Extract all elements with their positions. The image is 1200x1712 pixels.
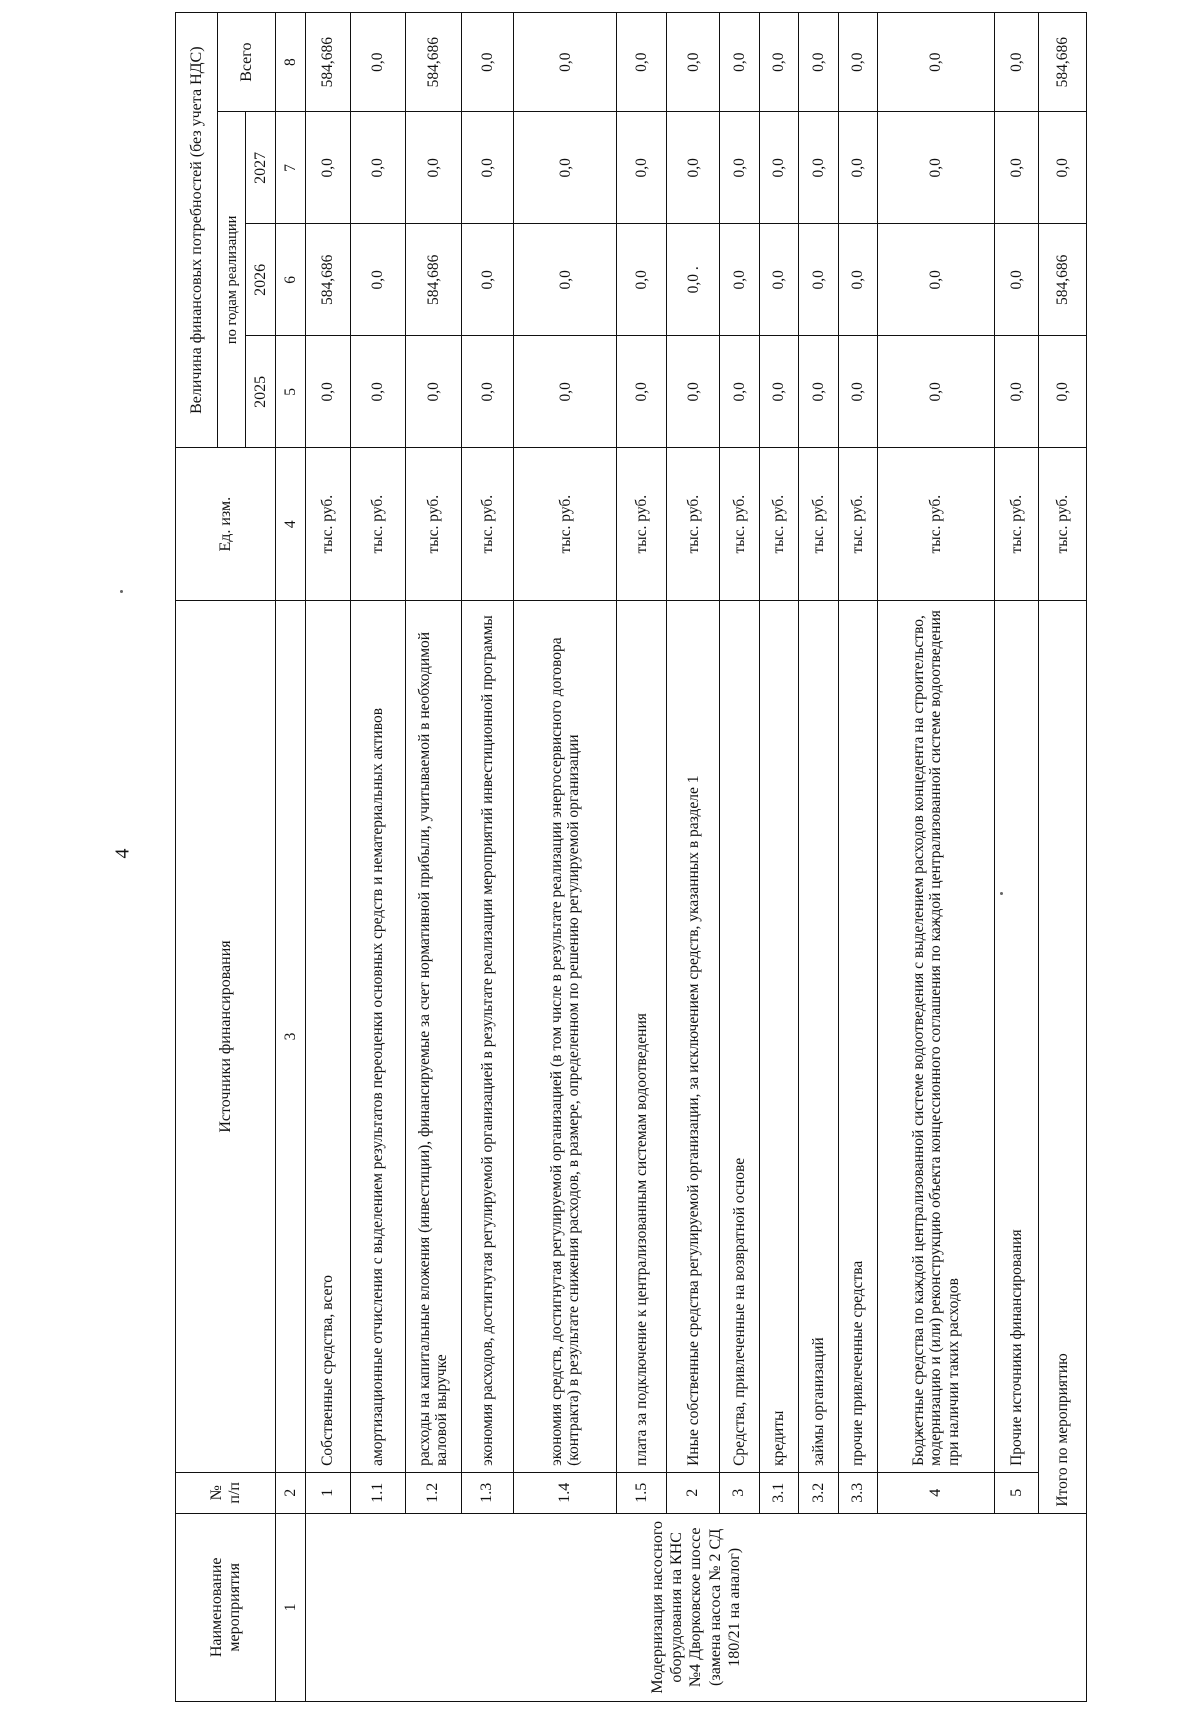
row-value-2025: 0,0 — [461, 336, 514, 448]
row-number: 1.5 — [617, 1472, 667, 1513]
table-row — [667, 13, 720, 1702]
row-number: 3.1 — [759, 1472, 799, 1513]
table-row — [406, 13, 461, 1702]
row-value-2025: 0,0 — [350, 336, 405, 448]
row-value-2025: 0,0 — [838, 336, 878, 448]
row-value-2027: 0,0 — [406, 112, 461, 224]
row-unit: тыс. руб. — [838, 448, 878, 601]
header-event-name: Наименование мероприятия — [176, 1513, 276, 1701]
row-value-2027: 0,0 — [720, 112, 760, 224]
row-value-total: 0,0 — [994, 13, 1039, 112]
row-source: экономия расходов, достигнутая регулируемой организацией в результате реализации мероприятий инвестиционной программы — [461, 601, 514, 1473]
total-value-total: 584,686 — [1039, 13, 1087, 112]
column-number: 7 — [276, 112, 305, 224]
row-value-2026: 0,0 — [461, 224, 514, 336]
row-value-2026: 584,686 — [406, 224, 461, 336]
row-unit: тыс. руб. — [461, 448, 514, 601]
table-row — [838, 13, 878, 1702]
row-number: 1.3 — [461, 1472, 514, 1513]
row-number: 1.4 — [514, 1472, 617, 1513]
row-value-total: 0,0 — [838, 13, 878, 112]
row-value-2025: 0,0 — [406, 336, 461, 448]
table-row — [799, 13, 839, 1702]
row-unit: тыс. руб. — [799, 448, 839, 601]
header-total: Всего — [218, 13, 276, 112]
row-value-total: 0,0 — [759, 13, 799, 112]
row-value-total: 0,0 — [878, 13, 994, 112]
header-by-years: по годам реализации — [218, 112, 246, 448]
row-value-total: 0,0 — [617, 13, 667, 112]
row-source: Собственные средства, всего — [305, 601, 350, 1473]
row-number: 1.1 — [350, 1472, 405, 1513]
row-value-2027: 0,0 — [799, 112, 839, 224]
header-year-2026: 2026 — [246, 224, 276, 336]
row-source: Прочие источники финансирования — [994, 601, 1039, 1473]
row-unit: тыс. руб. — [514, 448, 617, 601]
column-numbers-row — [276, 13, 305, 1702]
row-value-2027: 0,0 — [994, 112, 1039, 224]
row-source: Иные собственные средства регулируемой организации, за исключением средств, указанных в разделе 1 — [667, 601, 720, 1473]
row-value-2027: 0,0 — [759, 112, 799, 224]
row-value-total: 0,0 — [461, 13, 514, 112]
header-number: № п/п — [176, 1472, 276, 1513]
row-source: займы организаций — [799, 601, 839, 1473]
page-number: 4 — [111, 848, 134, 859]
row-source: экономия средств, достигнутая регулируемой организацией (в том числе в результате реализации энергосервисного договора (контракта) в результате снижения расходов, в размере, определенном по решению регулируемой организации — [514, 601, 617, 1473]
scan-speck — [120, 590, 123, 593]
rotated-table-container — [175, 12, 1087, 1702]
table-row — [720, 13, 760, 1702]
row-value-2026: 0,0 — [878, 224, 994, 336]
row-number: 3.2 — [799, 1472, 839, 1513]
header-financial-needs: Величина финансовых потребностей (без учета НДС) — [176, 13, 218, 448]
row-source: амортизационные отчисления с выделением результатов переоценки основных средств и нематериальных активов — [350, 601, 405, 1473]
row-value-total: 584,686 — [406, 13, 461, 112]
row-value-2026: 0,0 — [759, 224, 799, 336]
total-value-2025: 0,0 — [1039, 336, 1087, 448]
row-value-2027: 0,0 — [350, 112, 405, 224]
column-number: 3 — [276, 601, 305, 1473]
row-value-2026: 0,0 — [720, 224, 760, 336]
header-unit: Ед. изм. — [176, 448, 276, 601]
row-source: плата за подключение к централизованным системам водоотведения — [617, 601, 667, 1473]
row-value-2027: 0,0 — [878, 112, 994, 224]
row-number: 2 — [667, 1472, 720, 1513]
row-value-2026: 0,0 — [799, 224, 839, 336]
table-row — [878, 13, 994, 1702]
column-number: 4 — [276, 448, 305, 601]
row-unit: тыс. руб. — [617, 448, 667, 601]
row-unit: тыс. руб. — [305, 448, 350, 601]
row-number: 5 — [994, 1472, 1039, 1513]
total-row — [1039, 13, 1087, 1702]
table-row — [759, 13, 799, 1702]
row-source: прочие привлеченные средства — [838, 601, 878, 1473]
table-row — [994, 13, 1039, 1702]
row-number: 1 — [305, 1472, 350, 1513]
total-value-2027: 0,0 — [1039, 112, 1087, 224]
table-row — [461, 13, 514, 1702]
row-number: 4 — [878, 1472, 994, 1513]
row-value-total: 0,0 — [720, 13, 760, 112]
row-unit: тыс. руб. — [667, 448, 720, 601]
total-value-2026: 584,686 — [1039, 224, 1087, 336]
row-value-2025: 0,0 — [617, 336, 667, 448]
row-source: расходы на капитальные вложения (инвестиции), финансируемые за счет нормативной прибыли, учитываемой в необходимой валовой выручке — [406, 601, 461, 1473]
total-unit: тыс. руб. — [1039, 448, 1087, 601]
row-value-2026: 0,0 — [514, 224, 617, 336]
table-body — [176, 13, 1087, 1702]
column-number: 6 — [276, 224, 305, 336]
row-source: кредиты — [759, 601, 799, 1473]
row-value-total: 0,0 — [799, 13, 839, 112]
row-unit: тыс. руб. — [878, 448, 994, 601]
column-number: 2 — [276, 1472, 305, 1513]
column-number: 5 — [276, 336, 305, 448]
row-value-total: 0,0 — [667, 13, 720, 112]
row-value-2025: 0,0 — [994, 336, 1039, 448]
row-value-2027: 0,0 — [461, 112, 514, 224]
row-value-2026: 0,0 — [838, 224, 878, 336]
row-value-2026: 0,0 — [994, 224, 1039, 336]
financing-table — [175, 12, 1087, 1702]
row-value-2026: 584,686 — [305, 224, 350, 336]
row-value-2027: 0,0 — [838, 112, 878, 224]
row-unit: тыс. руб. — [759, 448, 799, 601]
row-value-2025: 0,0 — [759, 336, 799, 448]
row-unit: тыс. руб. — [350, 448, 405, 601]
header-year-2027: 2027 — [246, 112, 276, 224]
row-value-total: 0,0 — [514, 13, 617, 112]
row-unit: тыс. руб. — [720, 448, 760, 601]
event-name-cell: Модернизация насосного оборудования на КНС №4 Дворковское шоссе (замена насоса № 2 СД 180/21 на аналог) — [305, 1513, 1086, 1701]
row-value-2025: 0,0 — [720, 336, 760, 448]
row-value-2027: 0,0 — [305, 112, 350, 224]
header-source: Источники финансирования — [176, 601, 276, 1473]
row-number: 1.2 — [406, 1472, 461, 1513]
row-source: Средства, привлеченные на возвратной основе — [720, 601, 760, 1473]
row-value-2027: 0,0 — [617, 112, 667, 224]
row-value-2026: 0,0 — [350, 224, 405, 336]
row-value-2025: 0,0 — [878, 336, 994, 448]
column-number: 8 — [276, 13, 305, 112]
header-year-2025: 2025 — [246, 336, 276, 448]
row-value-2025: 0,0 — [667, 336, 720, 448]
row-unit: тыс. руб. — [994, 448, 1039, 601]
row-unit: тыс. руб. — [406, 448, 461, 601]
column-number: 1 — [276, 1513, 305, 1701]
row-source: Бюджетные средства по каждой централизованной системе водоотведения с выделением расходов концедента на строительство, модернизацию и (или) реконструкцию объекта концессионного соглашения по каждой централизованной системе водоотведения при наличии таких расходов — [878, 601, 994, 1473]
table-row — [514, 13, 617, 1702]
row-value-total: 584,686 — [305, 13, 350, 112]
row-value-2025: 0,0 — [799, 336, 839, 448]
table-row — [617, 13, 667, 1702]
total-label: Итого по мероприятию — [1039, 601, 1087, 1514]
row-value-2027: 0,0 — [514, 112, 617, 224]
table-row — [350, 13, 405, 1702]
row-number: 3 — [720, 1472, 760, 1513]
row-number: 3.3 — [838, 1472, 878, 1513]
row-value-2026: 0,0 — [617, 224, 667, 336]
row-value-2025: 0,0 — [514, 336, 617, 448]
table-row — [305, 13, 350, 1702]
row-value-2025: 0,0 — [305, 336, 350, 448]
row-value-2027: 0,0 — [667, 112, 720, 224]
row-value-2026: 0,0 . — [667, 224, 720, 336]
row-value-total: 0,0 — [350, 13, 405, 112]
